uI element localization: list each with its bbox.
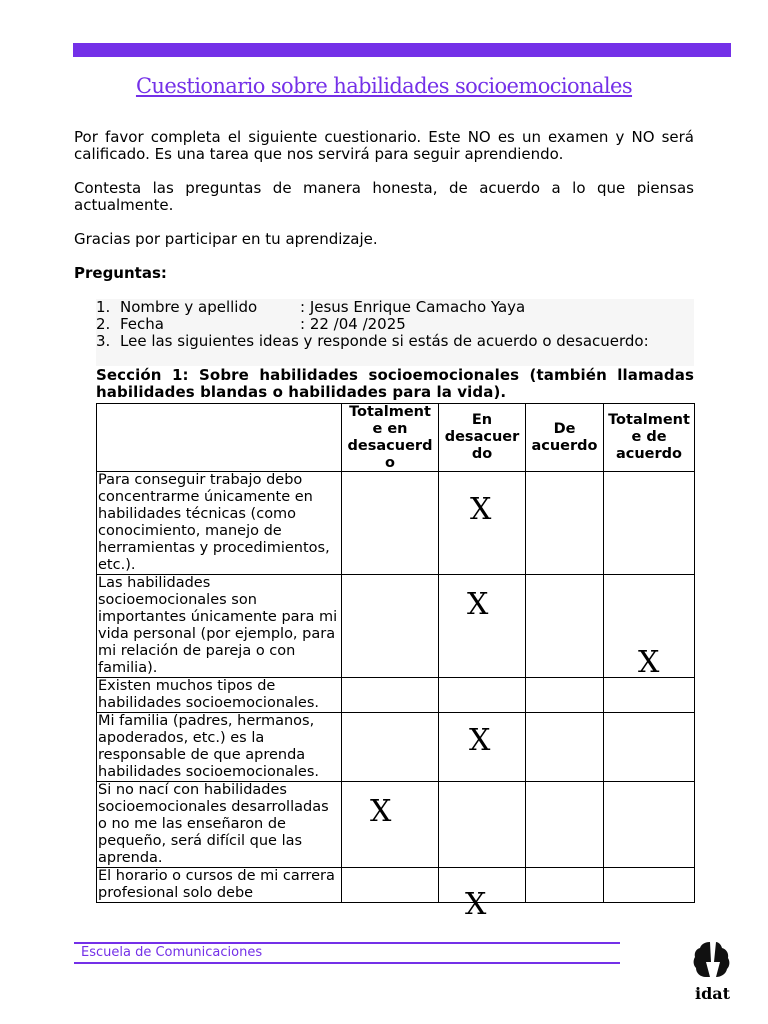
cell-text: De acuerdo xyxy=(531,420,598,454)
page-title: Cuestionario sobre habilidades socioemocionales xyxy=(135,74,633,98)
list-item-name xyxy=(96,299,525,316)
answer-cell xyxy=(525,574,604,678)
item-text: Lee las siguientes ideas y responde si estás de acuerdo o desacuerdo: xyxy=(120,332,649,350)
list-item-instruction xyxy=(96,333,649,350)
statement-cell xyxy=(96,471,342,575)
idat-logo-icon xyxy=(692,940,734,980)
header-cell xyxy=(438,403,526,472)
instructions-paragraph: Contesta las preguntas de manera honesta, de acuerdo a lo que piensas actualmente. xyxy=(74,179,694,214)
item-number: 3. xyxy=(96,332,111,350)
answer-cell xyxy=(603,677,695,713)
date-value: : 22 /04 /2025 xyxy=(300,315,406,333)
list-item-date xyxy=(96,316,406,333)
intro-paragraph: Por favor completa el siguiente cuestionario. Este NO es un examen y NO será calificado. Es una tarea que nos servirá para seguir aprendiendo. xyxy=(74,128,694,163)
answer-cell xyxy=(341,867,439,903)
answer-cell xyxy=(525,867,604,903)
cell-text: Para conseguir trabajo debo concentrarme únicamente en habilidades técnicas (como conocimiento, manejo de herramientas y procedimientos, etc.). xyxy=(98,472,330,573)
statement-cell xyxy=(96,781,342,868)
name-value: : Jesus Enrique Camacho Yaya xyxy=(300,298,526,316)
statement-cell xyxy=(96,712,342,782)
statement-cell xyxy=(96,677,342,713)
item-number: 2. xyxy=(96,315,111,333)
answer-cell xyxy=(603,781,695,868)
answer-cell xyxy=(341,712,439,782)
footer-line-top xyxy=(74,942,620,944)
cell-text: Mi familia (padres, hermanos, apoderados, etc.) es la responsable de que aprenda habilidades socioemocionales. xyxy=(98,713,320,780)
questions-heading: Preguntas: xyxy=(74,264,167,282)
cell-text: En desacuer do xyxy=(444,412,520,462)
item-label: Nombre y apellido xyxy=(120,298,258,316)
x-mark: X xyxy=(465,887,487,922)
header-cell xyxy=(96,403,342,472)
answer-cell xyxy=(341,471,439,575)
section-heading: Sección 1: Sobre habilidades socioemocionales (también llamadas habilidades blandas o habilidades para la vida). xyxy=(96,366,694,401)
footer-line-bottom xyxy=(74,962,620,964)
x-mark: X xyxy=(638,645,660,680)
header-cell xyxy=(603,403,695,472)
statement-cell xyxy=(96,574,342,678)
statement-cell xyxy=(96,867,342,903)
answer-cell xyxy=(341,574,439,678)
cell-text: Si no nací con habilidades socioemocionales desarrolladas o no me las enseñaron de pequeño, será difícil que las aprenda. xyxy=(98,782,329,866)
item-number: 1. xyxy=(96,298,111,316)
cell-text: Las habilidades socioemocionales son importantes únicamente para mi vida personal (por ejemplo, para mi relación de pareja o con familia). xyxy=(98,575,338,676)
answer-cell xyxy=(525,471,604,575)
cell-text: Totalment e de acuerdo xyxy=(608,412,690,462)
answer-cell xyxy=(525,677,604,713)
thanks-paragraph: Gracias por participar en tu aprendizaje. xyxy=(74,230,378,248)
x-mark: X xyxy=(370,794,392,829)
x-mark: X xyxy=(470,492,492,527)
answer-cell xyxy=(438,781,526,868)
answer-cell xyxy=(438,677,526,713)
header-bar xyxy=(73,43,731,57)
x-mark: X xyxy=(467,587,489,622)
cell-text: El horario o cursos de mi carrera profesional solo debe xyxy=(98,868,335,901)
logo-text: idat xyxy=(695,984,731,1003)
answer-cell xyxy=(603,867,695,903)
footer-school: Escuela de Comunicaciones xyxy=(81,945,263,960)
cell-text: Existen muchos tipos de habilidades socioemocionales. xyxy=(98,678,320,711)
cell-text: Totalment e en desacuerd o xyxy=(347,403,433,471)
answer-cell xyxy=(341,677,439,713)
x-mark: X xyxy=(469,723,491,758)
answer-cell xyxy=(603,712,695,782)
answer-cell xyxy=(525,781,604,868)
header-cell xyxy=(525,403,604,472)
header-cell xyxy=(341,403,439,472)
answer-cell xyxy=(603,471,695,575)
answer-cell xyxy=(525,712,604,782)
item-label: Fecha xyxy=(120,315,164,333)
